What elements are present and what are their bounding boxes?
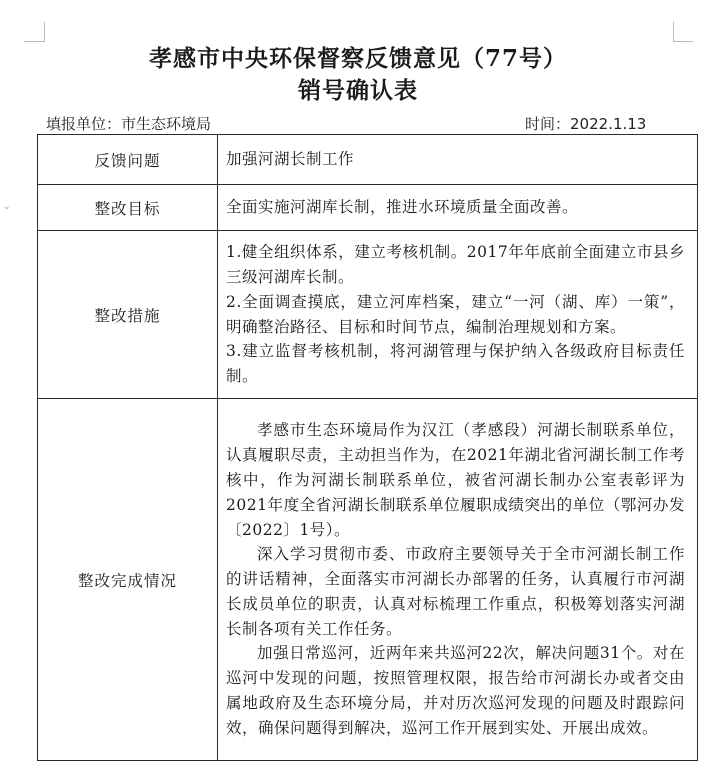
table-row: [38, 185, 698, 231]
row-content-rectification-measures: [218, 231, 698, 399]
content-paragraph: 加强河湖长制工作: [226, 150, 355, 169]
content-paragraph: 加强日常巡河，近两年来共巡河22次，解决问题31个。对在巡河中发现的问题，按照管理权限，报告给市河湖长办或者交由属地政府及生态环境分局，并对历次巡河发现的问题及时跟踪问效，确保问题得到解决，巡河工作开展到实处、开展出成效。: [226, 644, 685, 737]
report-date: 时间：2022.1.13: [525, 115, 647, 133]
reporting-unit: 填报单位：市生态环境局: [46, 115, 212, 133]
row-content-rectification-goal: [218, 185, 698, 231]
content-paragraph: 孝感市生态环境局作为汉江（孝感段）河湖长制联系单位，认真履职尽责，主动担当作为，在2021年湖北省河湖长制工作考核中，作为河湖长制联系单位，被省河湖长制办公室表彰评为2021年度全省河湖长制联系单位履职成绩突出的单位（鄂河办发〔2022〕1号）。: [226, 421, 685, 539]
content-paragraph: 全面实施河湖库长制，推进水环境质量全面改善。: [226, 198, 579, 217]
row-label-rectification-measures: 整改措施: [38, 231, 218, 399]
confirmation-table: [37, 134, 698, 761]
document-title: 孝感市中央环保督察反馈意见（77号）: [148, 45, 567, 72]
content-paragraph: 2.全面调查摸底，建立河库档案，建立“一河（湖、库）一策”，明确整治路径、目标和时间节点，编制治理规划和方案。: [226, 292, 685, 336]
row-content-completion-status: [218, 399, 698, 761]
content-paragraph: 深入学习贯彻市委、市政府主要领导关于全市河湖长制工作的讲话精神，全面落实市河湖长办部署的任务，认真履行市河湖长成员单位的职责，认真对标梳理工作重点，积极筹划落实河湖长制各项有关工作任务。: [226, 545, 685, 638]
content-paragraph: 3.建立监督考核机制，将河湖管理与保护纳入各级政府目标责任制。: [226, 342, 685, 386]
crop-mark-top-right-v: [673, 22, 674, 42]
content-paragraph: 1.健全组织体系，建立考核机制。2017年年底前全面建立市县乡三级河湖库长制。: [226, 243, 685, 286]
margin-chevron-icon: ⌄: [3, 202, 11, 212]
crop-mark-top-left-v: [44, 22, 45, 42]
row-content-feedback-issue: [218, 135, 698, 185]
table-row: [38, 231, 698, 399]
crop-mark-top-left-h: [24, 41, 44, 42]
document-subtitle: 销号确认表: [298, 77, 418, 104]
row-label-completion-status: 整改完成情况: [38, 399, 218, 761]
crop-mark-top-right-h: [673, 41, 693, 42]
row-label-rectification-goal: 整改目标: [38, 185, 218, 231]
table-row: [38, 135, 698, 185]
table-row: [38, 399, 698, 761]
row-label-feedback-issue: 反馈问题: [38, 135, 218, 185]
